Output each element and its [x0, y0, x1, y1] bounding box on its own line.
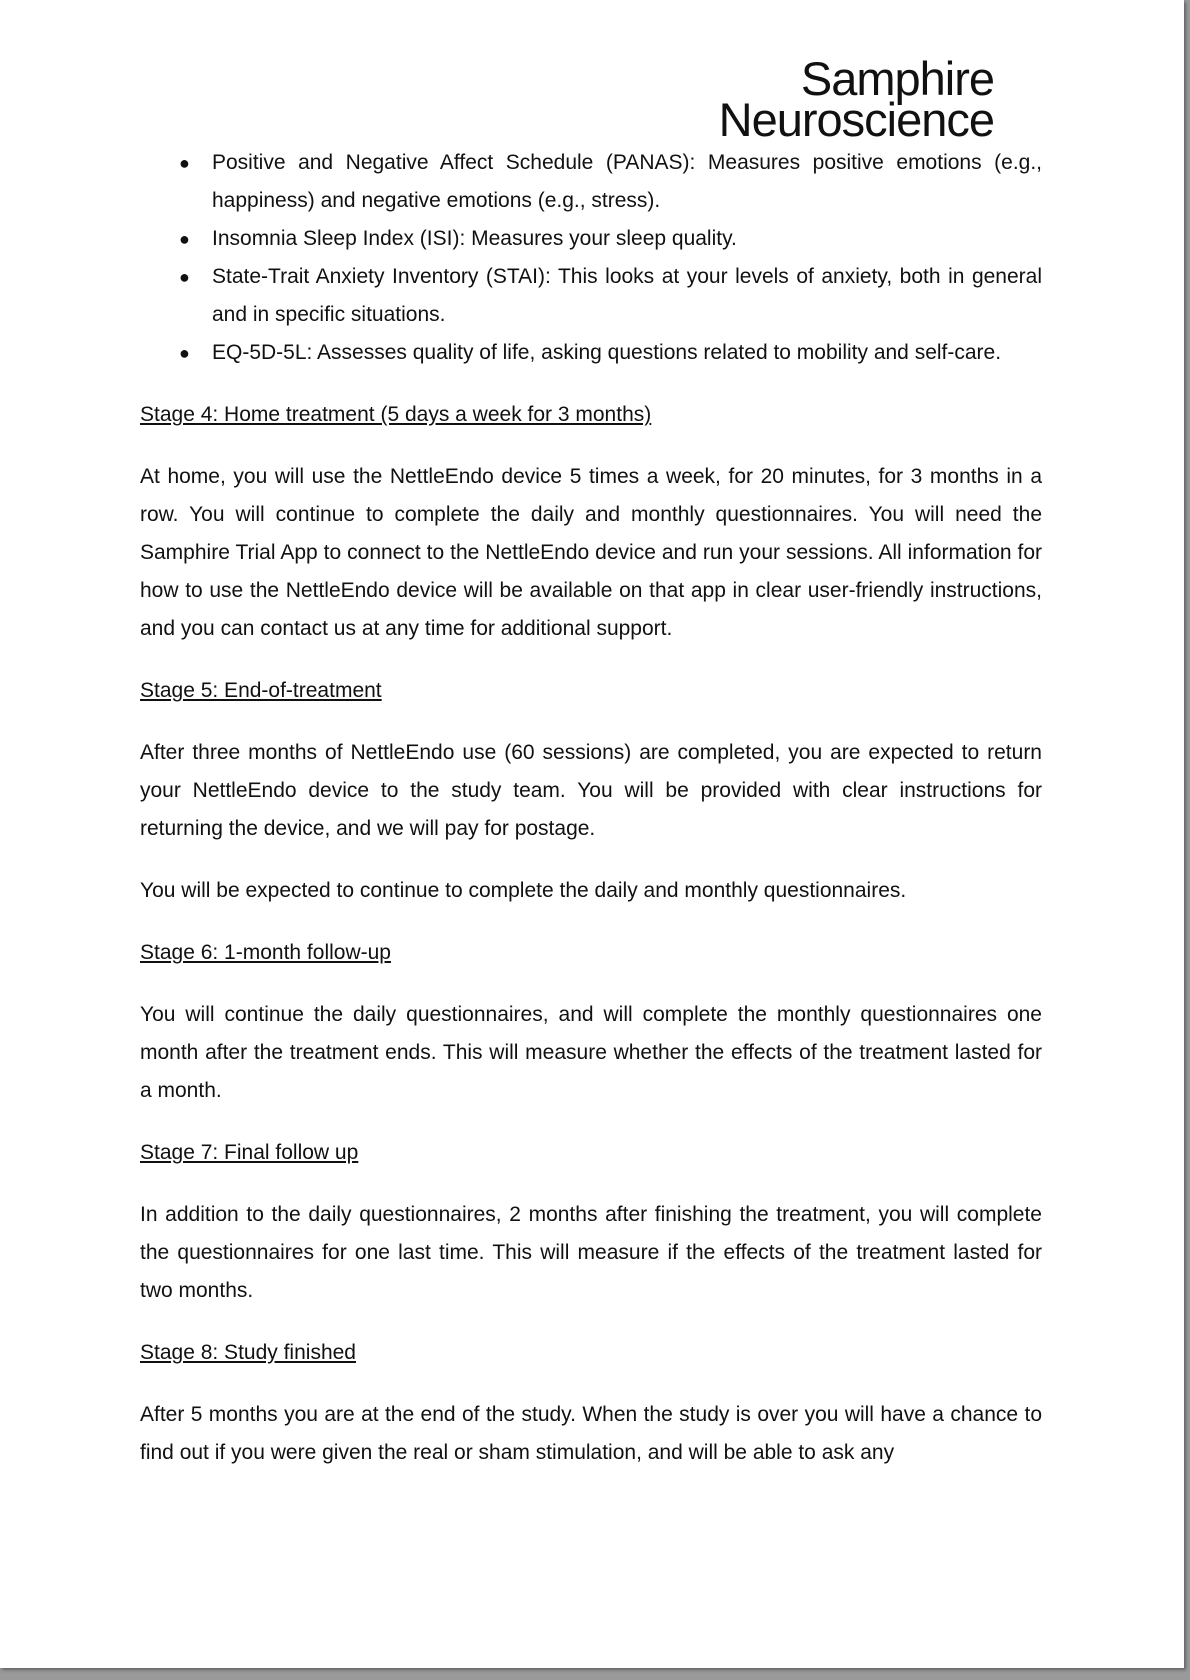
bullet-icon: ●	[179, 229, 190, 249]
list-item-text: State-Trait Anxiety Inventory (STAI): This looks at your levels of anxiety, both in general and in specific situations.	[212, 265, 1042, 326]
logo-line-1: Samphire	[800, 52, 994, 105]
list-item-text: Insomnia Sleep Index (ISI): Measures your sleep quality.	[212, 227, 737, 250]
stage-5-paragraph-1: After three months of NettleEndo use (60 sessions) are completed, you are expected to return your NettleEndo device to the study team. You will be provided with clear instructions for returning the device, and we will pay for postage.	[140, 741, 1042, 840]
stage-5-paragraph-2: You will be expected to continue to complete the daily and monthly questionnaires.	[140, 879, 907, 902]
stage-7-heading: Stage 7: Final follow up	[140, 1141, 359, 1164]
stage-6-heading: Stage 6: 1-month follow-up	[140, 941, 391, 964]
stage-4-paragraph: At home, you will use the NettleEndo device 5 times a week, for 20 minutes, for 3 months in a row. You will continue to complete the daily and monthly questionnaires. You will need the Samphire Trial App to connect to the NettleEndo device and run your sessions. All information for how to use the NettleEndo device will be available on that app in clear user-friendly instructions, and you can contact us at any time for additional support.	[140, 465, 1042, 640]
list-item	[140, 334, 1042, 372]
list-item	[140, 144, 1042, 220]
stage-6-paragraph: You will continue the daily questionnaires, and will complete the monthly questionnaires one month after the treatment ends. This will measure whether the effects of the treatment lasted for a month.	[140, 1003, 1042, 1102]
stage-7-paragraph: In addition to the daily questionnaires, 2 months after finishing the treatment, you will complete the questionnaires for one last time. This will measure if the effects of the treatment lasted for two months.	[140, 1203, 1042, 1302]
list-item-text: Positive and Negative Affect Schedule (PANAS): Measures positive emotions (e.g., happiness) and negative emotions (e.g., stress).	[212, 151, 1042, 212]
stage-8-heading: Stage 8: Study finished	[140, 1341, 356, 1364]
bullet-icon: ●	[179, 343, 190, 363]
stage-8-paragraph: After 5 months you are at the end of the study. When the study is over you will have a chance to find out if you were given the real or sham stimulation, and will be able to ask any	[140, 1403, 1042, 1464]
logo-line-2: Neuroscience	[718, 93, 994, 146]
bullet-icon: ●	[179, 267, 190, 287]
list-item	[140, 258, 1042, 334]
stage-5-heading: Stage 5: End-of-treatment	[140, 679, 382, 702]
list-item	[140, 220, 1042, 258]
bullet-icon: ●	[179, 153, 190, 173]
questionnaire-list	[140, 144, 1042, 372]
samphire-neuroscience-logo	[718, 52, 994, 146]
stage-4-heading: Stage 4: Home treatment (5 days a week for 3 months)	[140, 403, 652, 426]
list-item-text: EQ-5D-5L: Assesses quality of life, asking questions related to mobility and self-care.	[212, 341, 1002, 364]
document-body	[140, 144, 1042, 1472]
